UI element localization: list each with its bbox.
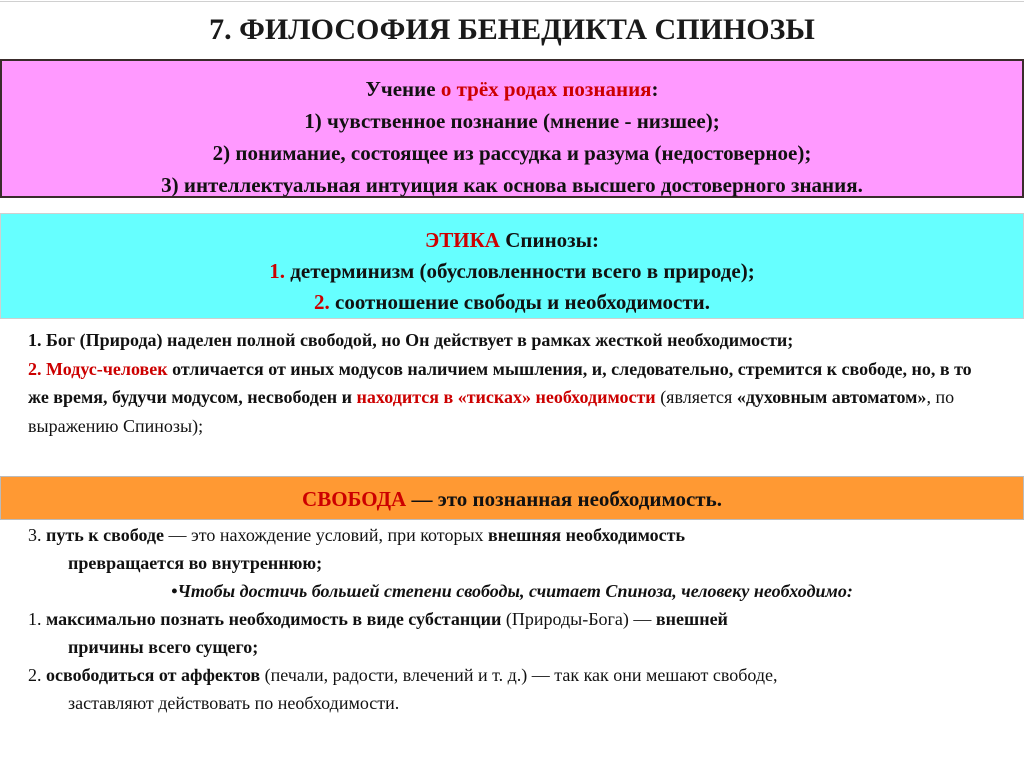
ethics-heading-rest: Спинозы: xyxy=(499,228,600,252)
ethics-heading xyxy=(1,225,1023,256)
knowledge-item-1: 1) чувственное познание (мнение - низшее); xyxy=(304,109,720,133)
path-n2-text: (печали, радости, влечений и т. д.) — так как они мешают свободе, xyxy=(260,665,778,685)
knowledge-box xyxy=(0,59,1024,198)
ethics-item-1-num: 1. xyxy=(269,259,286,283)
detail-p2-automaton: «духовным автоматом» xyxy=(736,387,927,407)
freedom-rest: — это познанная необходимость. xyxy=(406,487,722,511)
path-paragraph-3 xyxy=(28,521,996,549)
path-n2-num: 2. xyxy=(28,665,46,685)
knowledge-heading-a: Учение xyxy=(365,77,441,101)
ethics-item-2-num: 2. xyxy=(314,290,330,314)
path-p3-bold-2: внешняя необходимость xyxy=(488,525,685,545)
path-numbered-2-cont: заставляют действовать по необходимости. xyxy=(68,693,400,713)
ethics-item-2 xyxy=(1,287,1023,318)
top-border-line xyxy=(0,1,1024,2)
ethics-item-1-text: детерминизм (обусловленности всего в природе); xyxy=(285,259,755,283)
ethics-box xyxy=(0,213,1024,319)
detail-p2-text-a: отличается от иных модусов наличием мышления, и, следовательно, стремится к свободе, но, в то же время, будучи модусом, несвободен и xyxy=(28,358,972,407)
ethics-heading-red: ЭТИКА xyxy=(424,228,500,252)
knowledge-heading-red: о трёх родах познания xyxy=(440,77,652,101)
path-n1-bold: максимально познать необходимость в виде субстанции xyxy=(46,609,502,629)
knowledge-item-2: 2) понимание, состоящее из рассудка и разума (недостоверное); xyxy=(212,141,812,165)
path-p3-bold-1: путь к свободе xyxy=(46,525,165,545)
path-n1-bold-2: внешней xyxy=(655,609,728,629)
path-p3-text: — это нахождение условий, при которых xyxy=(164,525,489,545)
detail-p2-text-b: (является xyxy=(655,387,737,407)
knowledge-heading-colon: : xyxy=(651,77,659,101)
detail-p2-text-c: , по выражению Спинозы); xyxy=(28,387,955,436)
path-numbered-2 xyxy=(28,661,996,689)
freedom-definition xyxy=(1,477,1023,521)
path-numbered-1-cont xyxy=(28,633,996,661)
page-title: 7. ФИЛОСОФИЯ БЕНЕДИКТА СПИНОЗЫ xyxy=(209,13,815,46)
detail-p2-num: 2. xyxy=(28,358,46,379)
path-p3-bold-3: превращается во внутреннюю; xyxy=(68,553,323,573)
path-n1-bold-3: причины всего сущего; xyxy=(68,637,259,657)
freedom-word: СВОБОДА xyxy=(302,487,407,511)
path-n1-num: 1. xyxy=(28,609,46,629)
detail-paragraph-1: 1. Бог (Природа) наделен полной свободой, но Он действует в рамках жесткой необходимости; xyxy=(28,330,794,350)
path-bullet: •Чтобы достичь большей степени свободы, считает Спиноза, человеку необходимо: xyxy=(171,581,853,601)
path-n1-text: (Природы-Бога) — xyxy=(501,609,656,629)
path-n2-bold: освободиться от аффектов xyxy=(46,665,261,685)
detail-p2-red-phrase: находится в «тисках» необходимости xyxy=(356,387,656,407)
path-paragraph-3-cont xyxy=(28,549,996,577)
detail-section xyxy=(0,320,1024,476)
ethics-item-1 xyxy=(1,256,1023,287)
path-section xyxy=(0,521,1024,711)
ethics-item-2-text: соотношение свободы и необходимости. xyxy=(329,290,710,314)
detail-p2-modus: Модус-человек xyxy=(46,358,168,379)
knowledge-heading xyxy=(2,73,1022,105)
path-p3-num: 3. xyxy=(28,525,46,545)
detail-paragraph-2 xyxy=(28,355,996,441)
knowledge-item-3: 3) интеллектуальная интуиция как основа высшего достоверного знания. xyxy=(161,173,863,197)
path-numbered-1 xyxy=(28,605,996,633)
freedom-box xyxy=(0,476,1024,520)
